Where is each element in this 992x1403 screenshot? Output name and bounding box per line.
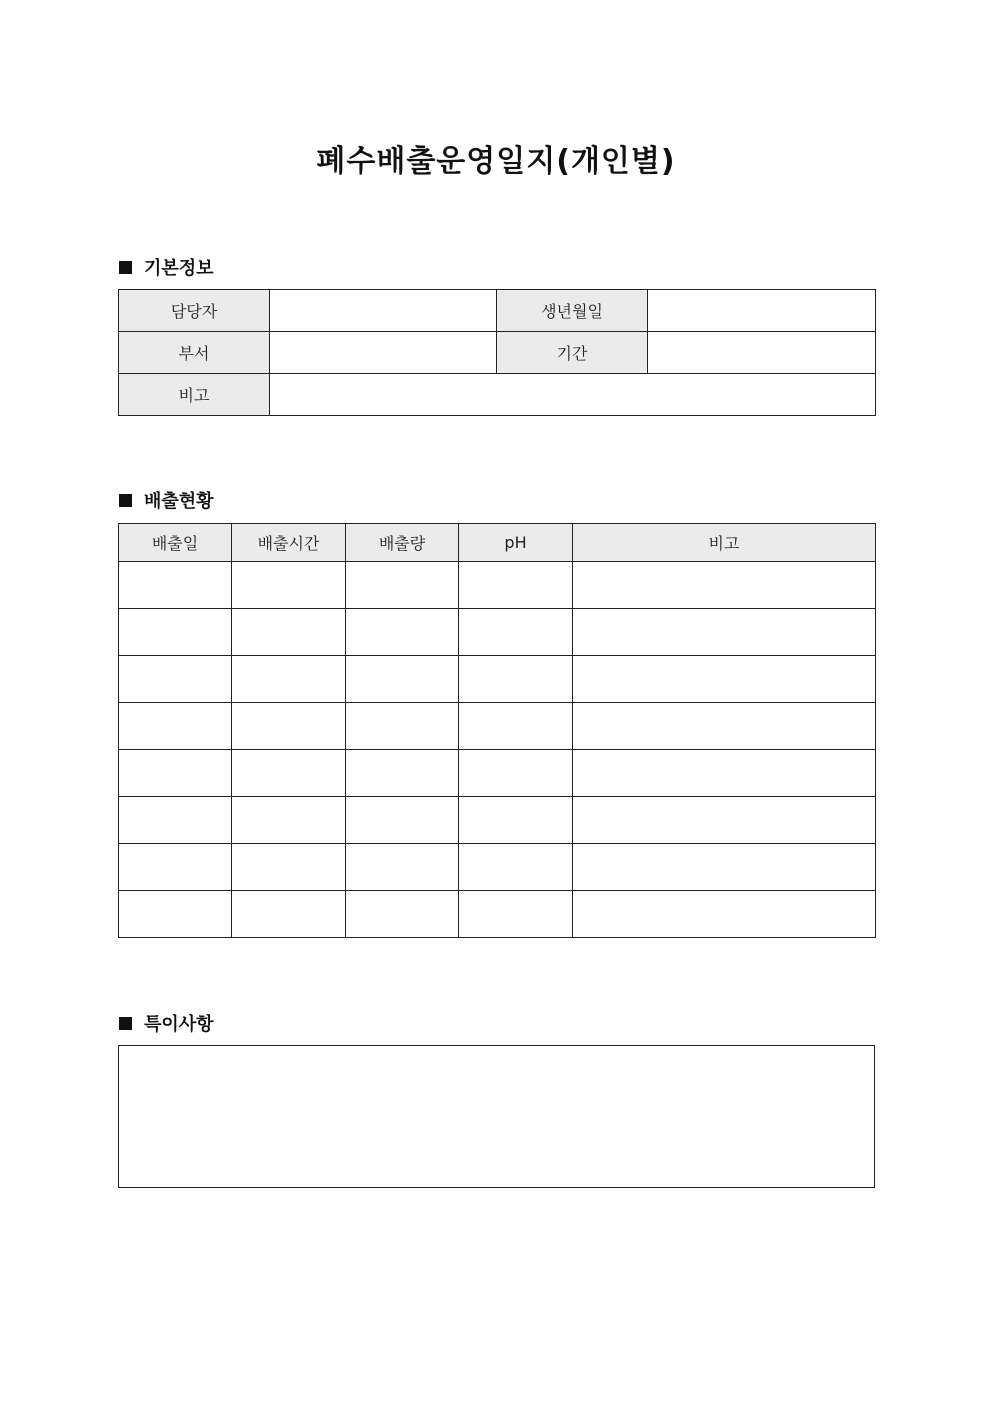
discharge-status-heading-text: 배출현황 bbox=[144, 491, 214, 512]
square-bullet-icon bbox=[119, 1017, 132, 1030]
manager-label: 담당자 bbox=[119, 290, 270, 332]
basic-info-table bbox=[118, 289, 876, 416]
discharge-date-cell[interactable] bbox=[119, 703, 232, 750]
discharge-amount-cell[interactable] bbox=[346, 703, 459, 750]
discharge-date-cell[interactable] bbox=[119, 562, 232, 609]
discharge-time-cell[interactable] bbox=[232, 609, 346, 656]
remarks-cell[interactable] bbox=[573, 797, 876, 844]
discharge-time-cell[interactable] bbox=[232, 656, 346, 703]
column-header-remarks: 비고 bbox=[573, 524, 876, 562]
table-row bbox=[119, 562, 876, 609]
special-notes-heading bbox=[119, 1010, 214, 1036]
remarks-cell[interactable] bbox=[573, 609, 876, 656]
discharge-amount-cell[interactable] bbox=[346, 797, 459, 844]
ph-cell[interactable] bbox=[459, 609, 573, 656]
table-row bbox=[119, 374, 876, 416]
discharge-amount-cell[interactable] bbox=[346, 656, 459, 703]
table-row bbox=[119, 797, 876, 844]
remarks-cell[interactable] bbox=[573, 703, 876, 750]
square-bullet-icon bbox=[119, 261, 132, 274]
discharge-amount-cell[interactable] bbox=[346, 609, 459, 656]
remarks-cell[interactable] bbox=[573, 750, 876, 797]
remarks-cell[interactable] bbox=[573, 891, 876, 938]
special-notes-heading-text: 특이사항 bbox=[144, 1014, 214, 1035]
table-row bbox=[119, 703, 876, 750]
discharge-amount-cell[interactable] bbox=[346, 891, 459, 938]
discharge-date-cell[interactable] bbox=[119, 891, 232, 938]
discharge-status-table bbox=[118, 523, 876, 938]
special-notes-field[interactable] bbox=[118, 1045, 875, 1188]
table-row bbox=[119, 750, 876, 797]
discharge-time-cell[interactable] bbox=[232, 750, 346, 797]
discharge-amount-cell[interactable] bbox=[346, 750, 459, 797]
page-title: 폐수배출운영일지(개인별) bbox=[316, 144, 676, 179]
discharge-date-cell[interactable] bbox=[119, 797, 232, 844]
remarks-cell[interactable] bbox=[573, 844, 876, 891]
remarks-label: 비고 bbox=[119, 374, 270, 416]
department-label: 부서 bbox=[119, 332, 270, 374]
table-header-row bbox=[119, 524, 876, 562]
column-header-ph: pH bbox=[459, 524, 573, 562]
discharge-time-cell[interactable] bbox=[232, 891, 346, 938]
birthdate-label: 생년월일 bbox=[497, 290, 648, 332]
table-row bbox=[119, 656, 876, 703]
discharge-time-cell[interactable] bbox=[232, 844, 346, 891]
discharge-date-cell[interactable] bbox=[119, 844, 232, 891]
discharge-date-cell[interactable] bbox=[119, 750, 232, 797]
column-header-discharge-amount: 배출량 bbox=[346, 524, 459, 562]
period-field[interactable] bbox=[648, 332, 876, 374]
discharge-date-cell[interactable] bbox=[119, 609, 232, 656]
ph-cell[interactable] bbox=[459, 656, 573, 703]
table-row bbox=[119, 290, 876, 332]
column-header-discharge-time: 배출시간 bbox=[232, 524, 346, 562]
department-field[interactable] bbox=[270, 332, 497, 374]
discharge-time-cell[interactable] bbox=[232, 703, 346, 750]
remarks-cell[interactable] bbox=[573, 562, 876, 609]
column-header-discharge-date: 배출일 bbox=[119, 524, 232, 562]
discharge-amount-cell[interactable] bbox=[346, 844, 459, 891]
ph-cell[interactable] bbox=[459, 750, 573, 797]
ph-cell[interactable] bbox=[459, 844, 573, 891]
basic-info-heading-text: 기본정보 bbox=[144, 258, 214, 279]
remarks-cell[interactable] bbox=[573, 656, 876, 703]
table-row bbox=[119, 844, 876, 891]
ph-cell[interactable] bbox=[459, 703, 573, 750]
discharge-status-heading bbox=[119, 487, 214, 513]
basic-info-heading bbox=[119, 254, 214, 280]
table-row bbox=[119, 609, 876, 656]
discharge-time-cell[interactable] bbox=[232, 562, 346, 609]
birthdate-field[interactable] bbox=[648, 290, 876, 332]
square-bullet-icon bbox=[119, 494, 132, 507]
discharge-amount-cell[interactable] bbox=[346, 562, 459, 609]
ph-cell[interactable] bbox=[459, 562, 573, 609]
ph-cell[interactable] bbox=[459, 797, 573, 844]
ph-cell[interactable] bbox=[459, 891, 573, 938]
table-row bbox=[119, 891, 876, 938]
period-label: 기간 bbox=[497, 332, 648, 374]
discharge-time-cell[interactable] bbox=[232, 797, 346, 844]
manager-field[interactable] bbox=[270, 290, 497, 332]
discharge-date-cell[interactable] bbox=[119, 656, 232, 703]
remarks-field[interactable] bbox=[270, 374, 876, 416]
table-row bbox=[119, 332, 876, 374]
